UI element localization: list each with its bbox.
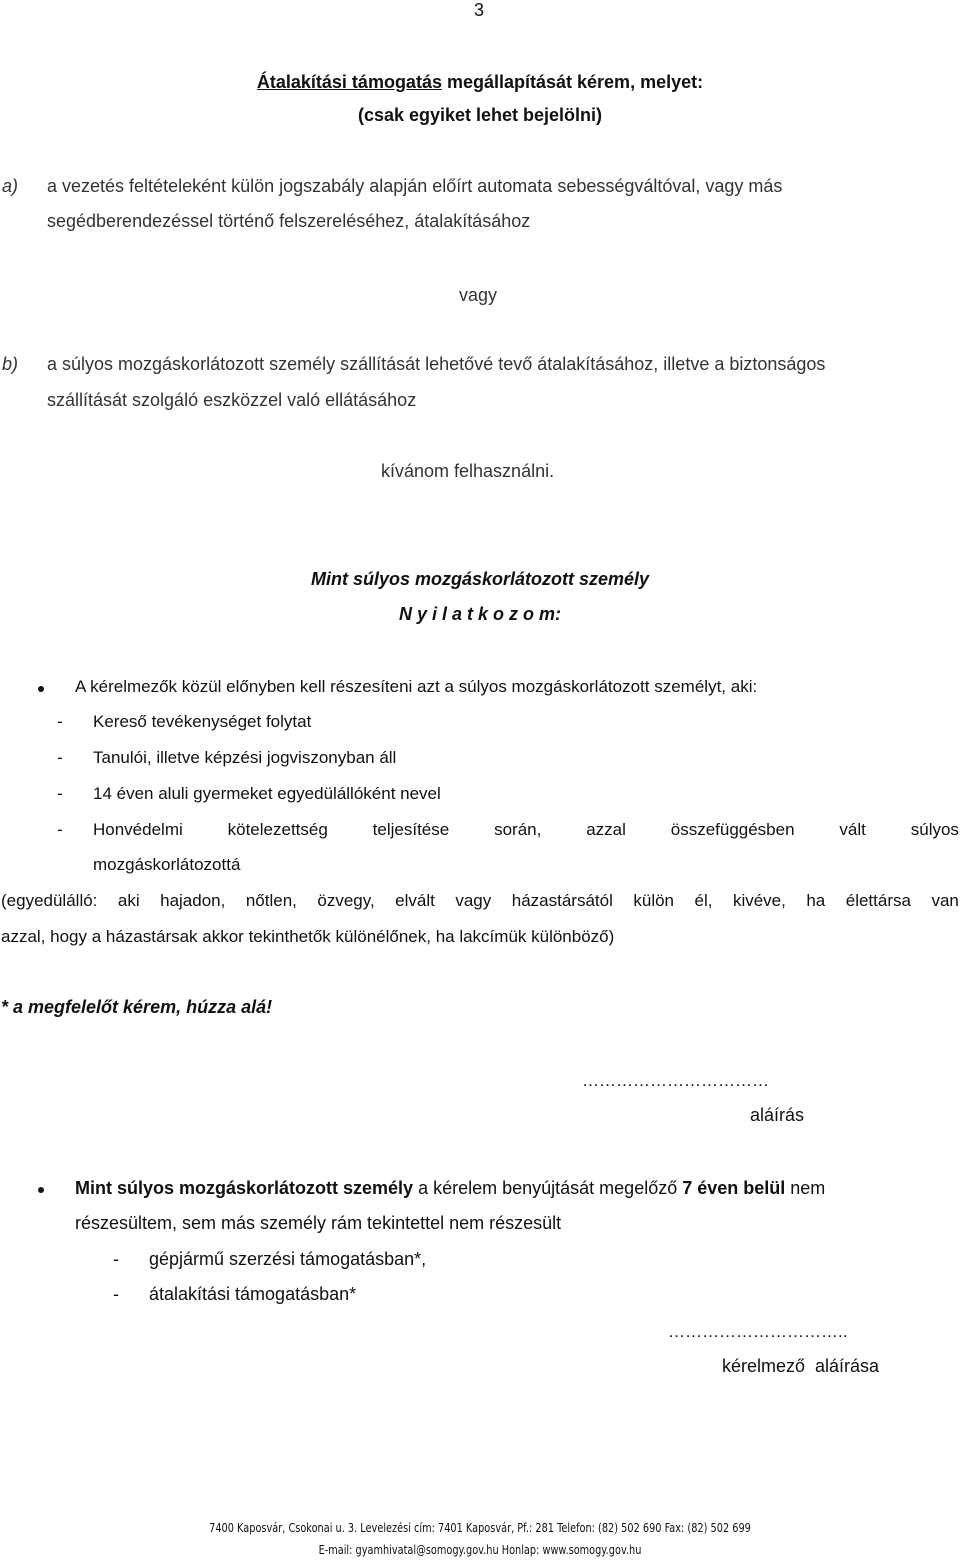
dash-4: - (57, 820, 63, 839)
support-item-1: gépjármű szerzési támogatásban*, (149, 1249, 427, 1269)
word: aki (117, 891, 140, 910)
or-separator: vagy (459, 285, 498, 305)
page-number: 3 (474, 0, 485, 20)
section1-intro: A kérelmezők közül előnyben kell részesíteni azt a súlyos mozgáskorlátozott személyt, aki: (75, 677, 758, 696)
word: során, (494, 820, 542, 839)
word: hajadon, (160, 891, 226, 910)
list-item-4 (93, 820, 959, 840)
option-b-line1: a súlyos mozgáskorlátozott személy szállítását lehetővé tevő átalakításához, illetve a biztonságos (47, 354, 826, 374)
word: ha (806, 891, 826, 910)
support-item-2: átalakítási támogatásban* (149, 1284, 357, 1304)
dash-1: - (57, 712, 63, 731)
word: azzal (586, 820, 626, 839)
option-b-label: b) (2, 354, 19, 374)
word: (egyedülálló: (1, 891, 98, 910)
word: vált (839, 820, 866, 839)
footer-address: 7400 Kaposvár, Csokonai u. 3. Levelezési cím: 7401 Kaposvár, Pf.: 281 Telefon: (82) 502 690 Fax: (82) 502 699 (209, 1520, 751, 1535)
dash-3: - (57, 784, 63, 803)
list-item-2: Tanulói, illetve képzési jogviszonyban áll (93, 748, 397, 767)
dash-6: - (113, 1284, 119, 1304)
declaration-subtitle: N y i l a t k o z o m: (398, 604, 562, 624)
word: összefüggésben (670, 820, 795, 839)
word: élettársa (845, 891, 911, 910)
word: özvegy, (317, 891, 375, 910)
option-b-line2: szállítását szolgáló eszközzel való ellátásához (47, 390, 417, 410)
wish-text: kívánom felhasználni. (381, 461, 555, 481)
dash-2: - (57, 748, 63, 767)
note-line-2: azzal, hogy a házastársak akkor tekinthetők különélőnek, ha lakcímük különböző) (1, 927, 615, 946)
option-a-label: a) (2, 176, 19, 196)
word: kivéve, (732, 891, 786, 910)
section2-bold-mid: 7 éven belül (682, 1178, 786, 1198)
applicant-signature-label: kérelmező aláírása (722, 1356, 880, 1376)
signature-line: …………………………… (582, 1071, 769, 1090)
word: van (931, 891, 959, 910)
underline-note: * a megfelelőt kérem, húzza alá! (1, 997, 273, 1017)
word: él, (694, 891, 713, 910)
section2-mid1: a kérelem benyújtását megelőző (413, 1178, 683, 1198)
list-item-4-continued: mozgáskorlátozottá (93, 855, 241, 874)
bullet-icon (38, 686, 44, 692)
word: kötelezettség (227, 820, 328, 839)
word: vagy (455, 891, 492, 910)
footer-contact: E-mail: gyamhivatal@somogy.gov.hu Honlap: www.somogy.gov.hu (318, 1542, 642, 1557)
title-underlined: Átalakítási támogatás (256, 72, 442, 92)
section2-mid2: nem (785, 1178, 826, 1198)
applicant-signature-line: ………………………….. (668, 1322, 848, 1341)
word: elvált (395, 891, 435, 910)
word: nőtlen, (245, 891, 297, 910)
word: házastársától (511, 891, 613, 910)
word: Honvédelmi (93, 820, 183, 839)
section2-bold-start: Mint súlyos mozgáskorlátozott személy (75, 1178, 414, 1198)
section2-intro (75, 1178, 825, 1199)
page-title (0, 72, 960, 93)
declaration-title: Mint súlyos mozgáskorlátozott személy (310, 569, 650, 589)
title-rest: megállapítását kérem, melyet: (441, 72, 704, 92)
note-line-1 (1, 891, 959, 911)
word: külön (633, 891, 674, 910)
section2-line2: részesültem, sem más személy rám tekintettel nem részesült (75, 1213, 562, 1233)
list-item-1: Kereső tevékenységet folytat (93, 712, 312, 731)
list-item-3: 14 éven aluli gyermeket egyedülállóként nevel (93, 784, 441, 803)
bullet-icon (38, 1187, 44, 1193)
dash-5: - (113, 1249, 119, 1269)
signature-label: aláírás (750, 1105, 805, 1125)
page-subtitle: (csak egyiket lehet bejelölni) (357, 105, 603, 125)
word: súlyos (910, 820, 959, 839)
option-a-line2: segédberendezéssel történő felszereléséhez, átalakításához (47, 211, 531, 231)
word: teljesítése (372, 820, 450, 839)
option-a-line1: a vezetés feltételeként külön jogszabály alapján előírt automata sebességváltóval, vagy más (47, 176, 783, 196)
